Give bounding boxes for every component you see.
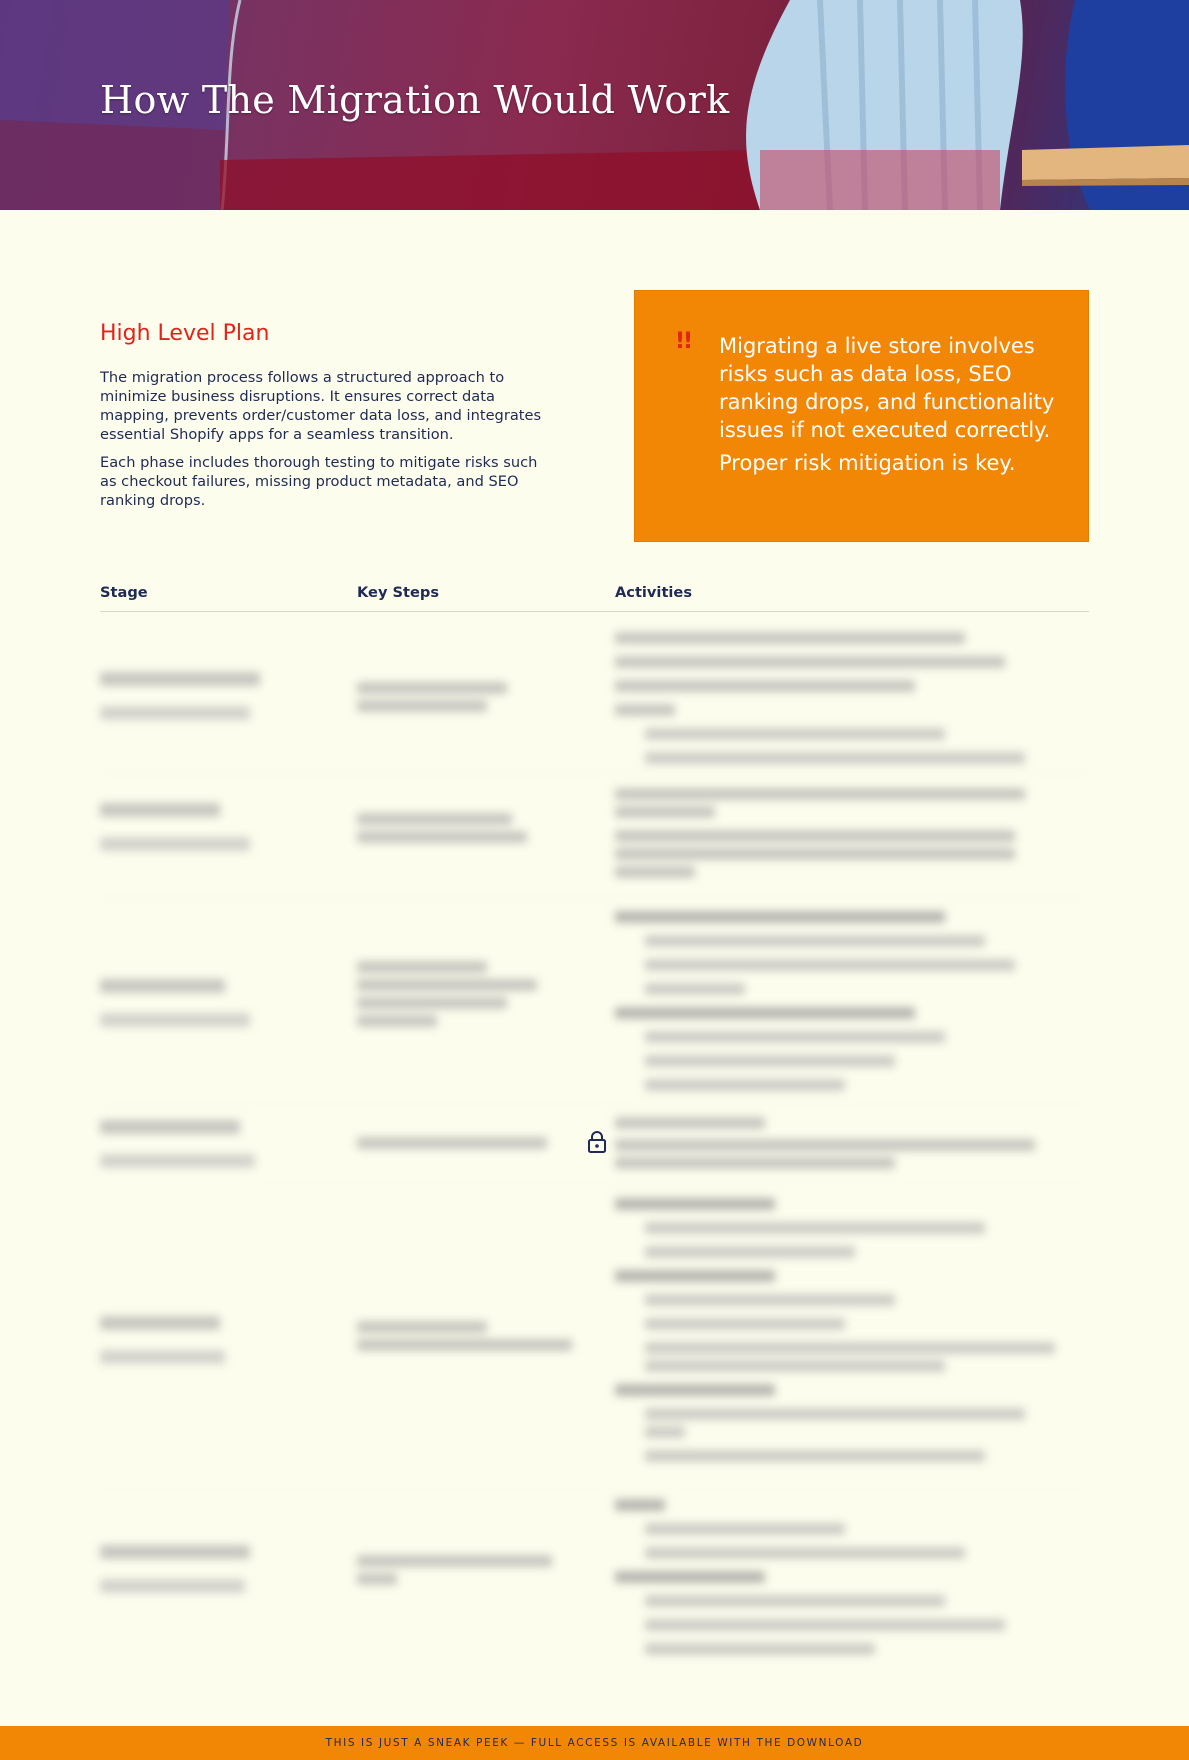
- blurred-activities-cell: [615, 788, 1085, 878]
- hero-banner: [0, 0, 1189, 210]
- blurred-key-steps-cell: [357, 1555, 527, 1585]
- table-header: [100, 580, 1089, 612]
- risk-callout-line-1: Migrating a live store involves risks such as data loss, SEO ranking drops, and functionality issues if not executed correctly.: [719, 334, 1055, 442]
- blurred-activities-cell: [615, 911, 1085, 1091]
- column-header-activities: Activities: [615, 584, 693, 601]
- plan-description: [100, 368, 550, 519]
- risk-callout-text: [719, 332, 1059, 482]
- blurred-key-steps-cell: [357, 961, 527, 1027]
- plan-paragraph-1: The migration process follows a structured approach to minimize business disruptions. It ensures correct data mapping, prevents order/customer data loss, and integrates essential Shopify apps for a seamless transition.: [100, 369, 542, 443]
- column-header-stage: Stage: [100, 584, 148, 601]
- blurred-activities-cell: [615, 1499, 1085, 1655]
- double-exclamation-icon: !!: [675, 329, 692, 354]
- table-row: [100, 1186, 1089, 1487]
- blurred-stage-cell: [100, 1545, 340, 1613]
- plan-paragraph-2: Each phase includes thorough testing to mitigate risks such as checkout failures, missing product metadata, and SEO ranking drops.: [100, 454, 538, 509]
- blurred-key-steps-cell: [357, 1137, 527, 1149]
- lock-icon: [587, 1130, 607, 1154]
- blurred-activities-cell: [615, 1117, 1085, 1169]
- risk-callout: [634, 290, 1089, 542]
- blurred-key-steps-cell: [357, 682, 527, 712]
- blurred-stage-cell: [100, 1120, 340, 1188]
- page-title: How The Migration Would Work: [100, 78, 730, 122]
- blurred-stage-cell: [100, 803, 340, 871]
- table-row: [100, 1487, 1089, 1682]
- table-row: [100, 899, 1089, 1105]
- column-header-key-steps: Key Steps: [357, 584, 440, 601]
- table-row: [100, 773, 1089, 899]
- blurred-activities-cell: [615, 632, 1085, 764]
- section-heading: High Level Plan: [100, 321, 270, 346]
- blurred-key-steps-cell: [357, 813, 527, 843]
- blurred-activities-cell: [615, 1198, 1085, 1462]
- risk-callout-line-2: Proper risk mitigation is key.: [719, 451, 1016, 475]
- blurred-stage-cell: [100, 672, 340, 740]
- table-row: [100, 612, 1089, 773]
- blurred-key-steps-cell: [357, 1321, 527, 1351]
- blurred-stage-cell: [100, 1316, 340, 1384]
- blurred-stage-cell: [100, 979, 340, 1047]
- sneak-peek-banner: THIS IS JUST A SNEAK PEEK — FULL ACCESS IS AVAILABLE WITH THE DOWNLOAD: [0, 1726, 1189, 1760]
